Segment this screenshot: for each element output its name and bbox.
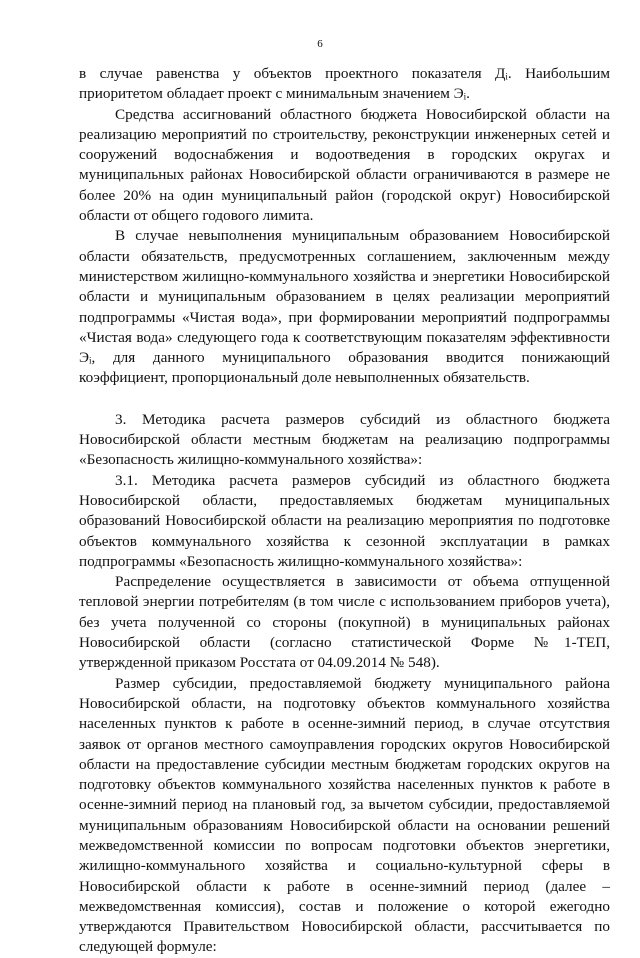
paragraph-non-fulfillment: В случае невыполнения муниципальным образованием Новосибирской области обязательств, предусмотренных соглашением, заключенным между министерством жилищно-коммунального хозяйства и энергетики Новосибирской области и муниципальным образованием в целях реализации мероприятий подпрограммы «Чистая вода», при формировании мероприятий подпрограммы «Чистая вода» следующего года к соответствующим показателям эффективности Эᵢ, для данного муниципального образования вводится понижающий коэффициент, пропорциональный доле невыполненных обязательств. bbox=[79, 227, 610, 387]
section-heading-3: 3. Методика расчета размеров субсидий из областного бюджета Новосибирской области местным бюджетам на реализацию подпрограммы «Безопасность жилищно-коммунального хозяйства»: bbox=[79, 410, 610, 469]
subsection-heading-3-1: 3.1. Методика расчета размеров субсидий из областного бюджета Новосибирской области, предоставляемых бюджетам муниципальных образований Новосибирской области на реализацию мероприятия по подготовке объектов коммунального хозяйства к сезонной эксплуатации в рамках подпрограммы «Безопасность жилищно-коммунального хозяйства»: bbox=[79, 471, 610, 570]
paragraph-distribution: Распределение осуществляется в зависимости от объема отпущенной тепловой энергии потребителям (в том числе с использованием приборов учета), без учета полученной со стороны (покупной) в муниципальных районах Новосибирской области (согласно статистической Форме №1-ТЕП, утвержденной приказом Росстата от 04.09.2014 № 548). bbox=[79, 573, 610, 672]
paragraph-subsidy-size: Размер субсидии, предоставляемой бюджету муниципального района Новосибирской области, на подготовку объектов коммунального хозяйства населенных пунктов к работе в осенне-зимний период, в случае отсутствия заявок от органов местного самоуправления городских округов Новосибирской области на предоставление субсидии местным бюджетам городских округов на подготовку объектов коммунального хозяйства населенных пунктов к работе в осенне-зимний период на плановый год, за вычетом субсидии, предоставляемой муниципальным образованиям Новосибирской области на основании решений межведомственной комиссии по вопросам подготовки объектов энергетики, жилищно-коммунального хозяйства и социально-культурной сферы в Новосибирской области к работе в осенне-зимний период (далее – межведомственная комиссия), состав и положение о которой ежегодно утверждаются Правительством Новосибирской области, рассчитывается по следующей формуле: bbox=[79, 674, 610, 956]
document-body bbox=[79, 64, 610, 958]
paragraph-equal-indicator: в случае равенства у объектов проектного показателя Дᵢ. Наибольшим приоритетом обладает проект с минимальным значением Эᵢ. bbox=[79, 65, 610, 103]
paragraph-budget-limit: Средства ассигнований областного бюджета Новосибирской области на реализацию мероприятий по строительству, реконструкции инженерных сетей и сооружений водоснабжения и водоотведения в городских округах и муниципальных районах Новосибирской области ограничиваются в размере не более 20% на один муниципальный район (городской округ) Новосибирской области от общего годового лимита. bbox=[79, 105, 610, 225]
page-number: 6 bbox=[317, 38, 323, 50]
